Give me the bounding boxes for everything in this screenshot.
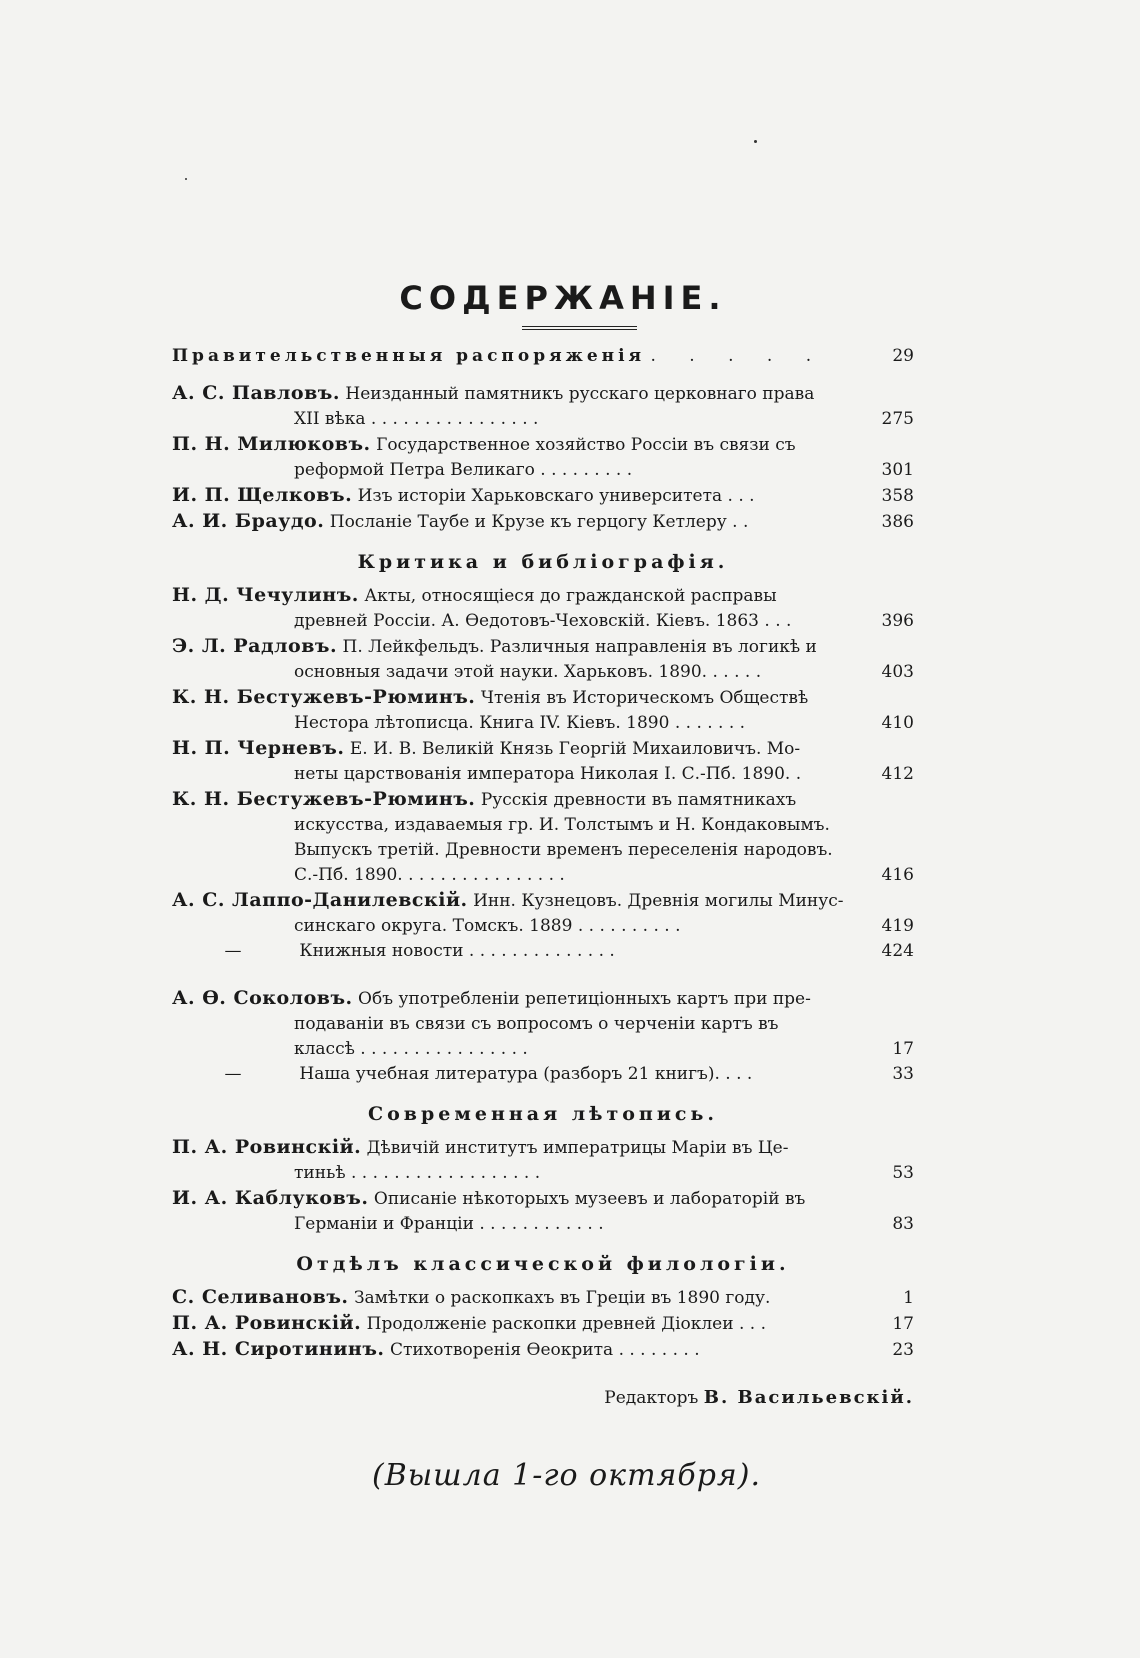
toc-entry: [172, 432, 914, 483]
toc-entry: [172, 1311, 914, 1337]
toc-entry: [172, 509, 914, 535]
editor-name: В. Васильевскій.: [703, 1387, 914, 1408]
entry-text: XII вѣка . . . . . . . . . . . . . . . .: [294, 409, 539, 429]
entry-continuation-line: [172, 660, 914, 685]
entry-text: Замѣтки о раскопкахъ въ Греціи въ 1890 году.: [353, 1288, 771, 1308]
entry-continuation-line: [172, 914, 914, 939]
entry-continuation-line: [172, 1212, 914, 1237]
entry-text: Объ употребленіи репетиціонныхъ картъ при пре-: [358, 989, 811, 1009]
entry-first-line: [172, 432, 914, 458]
entry-first-line: [172, 509, 914, 535]
entry-text: тиньѣ . . . . . . . . . . . . . . . . . .: [294, 1163, 541, 1183]
entry-text: Описаніе нѣкоторыхъ музеевъ и лабораторій въ: [373, 1189, 806, 1209]
entry-text: искусства, издаваемыя гр. И. Толстымъ и Н. Кондаковымъ.: [294, 815, 830, 835]
table-of-contents: [172, 278, 914, 1408]
entry-author: —: [224, 1064, 242, 1084]
entry-first-line: [172, 1311, 914, 1337]
entry-text: П. Лейкфельдъ. Различныя направленія въ логикѣ и: [342, 637, 817, 657]
entry-text: реформой Петра Великаго . . . . . . . . .: [294, 460, 633, 480]
entry-text: Инн. Кузнецовъ. Древнія могилы Минус-: [473, 891, 844, 911]
entry-author: А. Ѳ. Соколовъ.: [172, 987, 353, 1009]
entry-continuation-line: [172, 1161, 914, 1186]
entry-first-line: [172, 381, 914, 407]
entry-author: Н. Д. Чечулинъ.: [172, 584, 359, 606]
entry-first-line: [172, 583, 914, 609]
page-number: 403: [881, 662, 914, 682]
toc-entry: [172, 583, 914, 634]
entry-continuation-line: [172, 609, 914, 634]
entry-text: подаваніи въ связи съ вопросомъ о черченіи картъ въ: [294, 1014, 779, 1034]
entry-text: Германіи и Франціи . . . . . . . . . . . .: [294, 1214, 604, 1234]
entry-first-line: [172, 1337, 914, 1363]
entry-author: П. А. Ровинскій.: [172, 1312, 362, 1334]
print-speck: [754, 140, 757, 143]
page-number: 17: [892, 1314, 914, 1334]
entry-text: С.-Пб. 1890. . . . . . . . . . . . . . . .: [294, 865, 565, 885]
entry-continuation-line: [172, 838, 914, 863]
toc-entry: [172, 736, 914, 787]
entry-continuation-line: [172, 1012, 914, 1037]
entry-continuation-line: [172, 863, 914, 888]
entry-text: синскаго округа. Томскъ. 1889 . . . . . . . . . .: [294, 916, 681, 936]
entry-author: Э. Л. Радловъ.: [172, 635, 338, 657]
entry-text: основныя задачи этой науки. Харьковъ. 1890. . . . . .: [294, 662, 762, 682]
entry-text: Выпускъ третій. Древности временъ переселенія народовъ.: [294, 840, 833, 860]
entry-text: Русскія древности въ памятникахъ: [480, 790, 797, 810]
toc-entry: [172, 939, 914, 964]
toc-entry: [172, 888, 914, 939]
page-number: 396: [881, 611, 914, 631]
toc-entry: [172, 1135, 914, 1186]
entry-text: Е. И. В. Великій Князь Георгій Михаиловичъ. Мо-: [349, 739, 801, 759]
title-rule: [522, 326, 637, 330]
entry-first-line: [172, 986, 914, 1012]
page-number: 1: [903, 1288, 914, 1308]
section-heading-philology: Отдѣлъ классической филологіи.: [296, 1253, 790, 1275]
toc-entry-government: Правительственныя распоряженія . . . . . 29: [172, 344, 914, 369]
chronicle-section: [172, 1135, 914, 1237]
criticism-section: [172, 583, 914, 964]
entry-text: классѣ . . . . . . . . . . . . . . . .: [294, 1039, 528, 1059]
entry-text: Правительственныя распоряженія: [172, 346, 646, 366]
entry-first-line: [172, 888, 914, 914]
philology-section: [172, 1285, 914, 1363]
toc-entry: [172, 634, 914, 685]
toc-entry: [172, 483, 914, 509]
entry-author: Н. П. Черневъ.: [172, 737, 345, 759]
toc-entry: [172, 787, 914, 888]
entry-author: И. А. Каблуковъ.: [172, 1187, 369, 1209]
entry-text: Чтенія въ Историческомъ Обществѣ: [480, 688, 809, 708]
entry-author: К. Н. Бестужевъ-Рюминъ.: [172, 686, 476, 708]
page-number: 33: [892, 1064, 914, 1084]
print-speck: [185, 178, 187, 180]
entry-text: Наша учебная литература (разборъ 21 книгъ). . . .: [299, 1064, 753, 1084]
page-number: 358: [881, 486, 914, 506]
entry-author: П. А. Ровинскій.: [172, 1136, 362, 1158]
entry-author: А. С. Лаппо-Данилевскій.: [172, 889, 468, 911]
page-number: 386: [881, 512, 914, 532]
entry-text: древней Россіи. А. Ѳедотовъ-Чеховскій. Кіевъ. 1863 . . .: [294, 611, 792, 631]
toc-entry: [172, 1337, 914, 1363]
entry-first-line: [172, 483, 914, 509]
page-number: 29: [892, 346, 914, 366]
toc-entry: [172, 1186, 914, 1237]
entry-author: С. Селивановъ.: [172, 1286, 349, 1308]
entry-continuation-line: [172, 458, 914, 483]
entry-author: —: [224, 941, 242, 961]
entry-continuation-line: [172, 1037, 914, 1062]
page-number: 419: [881, 916, 914, 936]
entry-text: Изъ исторіи Харьковскаго университета . . .: [357, 486, 755, 506]
entry-author: К. Н. Бестужевъ-Рюминъ.: [172, 788, 476, 810]
entry-text: Книжныя новости . . . . . . . . . . . . . .: [299, 941, 615, 961]
page-title: СОДЕРЖАНІЕ.: [399, 279, 727, 317]
editor-label: Редакторъ: [604, 1388, 699, 1408]
entry-first-line: [172, 736, 914, 762]
entry-continuation-line: [172, 711, 914, 736]
entry-first-line: [172, 1285, 914, 1311]
page-number: 23: [892, 1340, 914, 1360]
entry-continuation-line: [172, 762, 914, 787]
entry-text: Нестора лѣтописца. Книга IV. Кіевъ. 1890 . . . . . . .: [294, 713, 746, 733]
page-number: 416: [881, 865, 914, 885]
entry-first-line: [172, 634, 914, 660]
articles-section: [172, 381, 914, 535]
entry-text: Акты, относящіеся до гражданской расправы: [364, 586, 777, 606]
page-number: 301: [881, 460, 914, 480]
toc-entry: [172, 685, 914, 736]
entry-text: Дѣвичій институтъ императрицы Маріи въ Це-: [366, 1138, 789, 1158]
pedagogy-section: [172, 986, 914, 1087]
entry-first-line: [172, 787, 914, 813]
toc-entry: [172, 1285, 914, 1311]
entry-text: Посланіе Таубе и Крузе къ герцогу Кетлеру . .: [329, 512, 749, 532]
entry-author: И. П. Щелковъ.: [172, 484, 353, 506]
handwritten-note: (Вышла 1-го октября).: [372, 1458, 762, 1493]
entry-text: Продолженіе раскопки древней Діоклеи . . .: [366, 1314, 766, 1334]
entry-first-line: [172, 685, 914, 711]
page-number: 275: [881, 409, 914, 429]
entry-first-line: [172, 1186, 914, 1212]
page-number: 53: [892, 1163, 914, 1183]
entry-text: Государственное хозяйство Россіи въ связи съ: [376, 435, 796, 455]
page-number: 424: [881, 941, 914, 961]
section-heading-chronicle: Современная лѣтопись.: [367, 1103, 719, 1125]
entry-author: П. Н. Милюковъ.: [172, 433, 371, 455]
section-heading-criticism: Критика и библіографія.: [357, 551, 729, 573]
page-number: 17: [892, 1039, 914, 1059]
page-number: 83: [892, 1214, 914, 1234]
entry-text: Неизданный памятникъ русскаго церковнаго права: [345, 384, 815, 404]
entry-author: А. Н. Сиротининъ.: [172, 1338, 385, 1360]
entry-first-line: [172, 1135, 914, 1161]
entry-continuation-line: [172, 813, 914, 838]
entry-text: Стихотворенія Ѳеокрита . . . . . . . .: [389, 1340, 700, 1360]
entry-continuation-line: [172, 407, 914, 432]
page-number: 410: [881, 713, 914, 733]
entry-author: А. С. Павловъ.: [172, 382, 340, 404]
entry-text: неты царствованія императора Николая I. С.-Пб. 1890. .: [294, 764, 802, 784]
entry-first-line: [172, 1062, 914, 1087]
toc-entry: [172, 381, 914, 432]
page-number: 412: [881, 764, 914, 784]
toc-entry: [172, 986, 914, 1062]
entry-first-line: [172, 939, 914, 964]
toc-entry: [172, 1062, 914, 1087]
editor-line: [172, 1387, 914, 1408]
entry-author: А. И. Браудо.: [172, 510, 325, 532]
